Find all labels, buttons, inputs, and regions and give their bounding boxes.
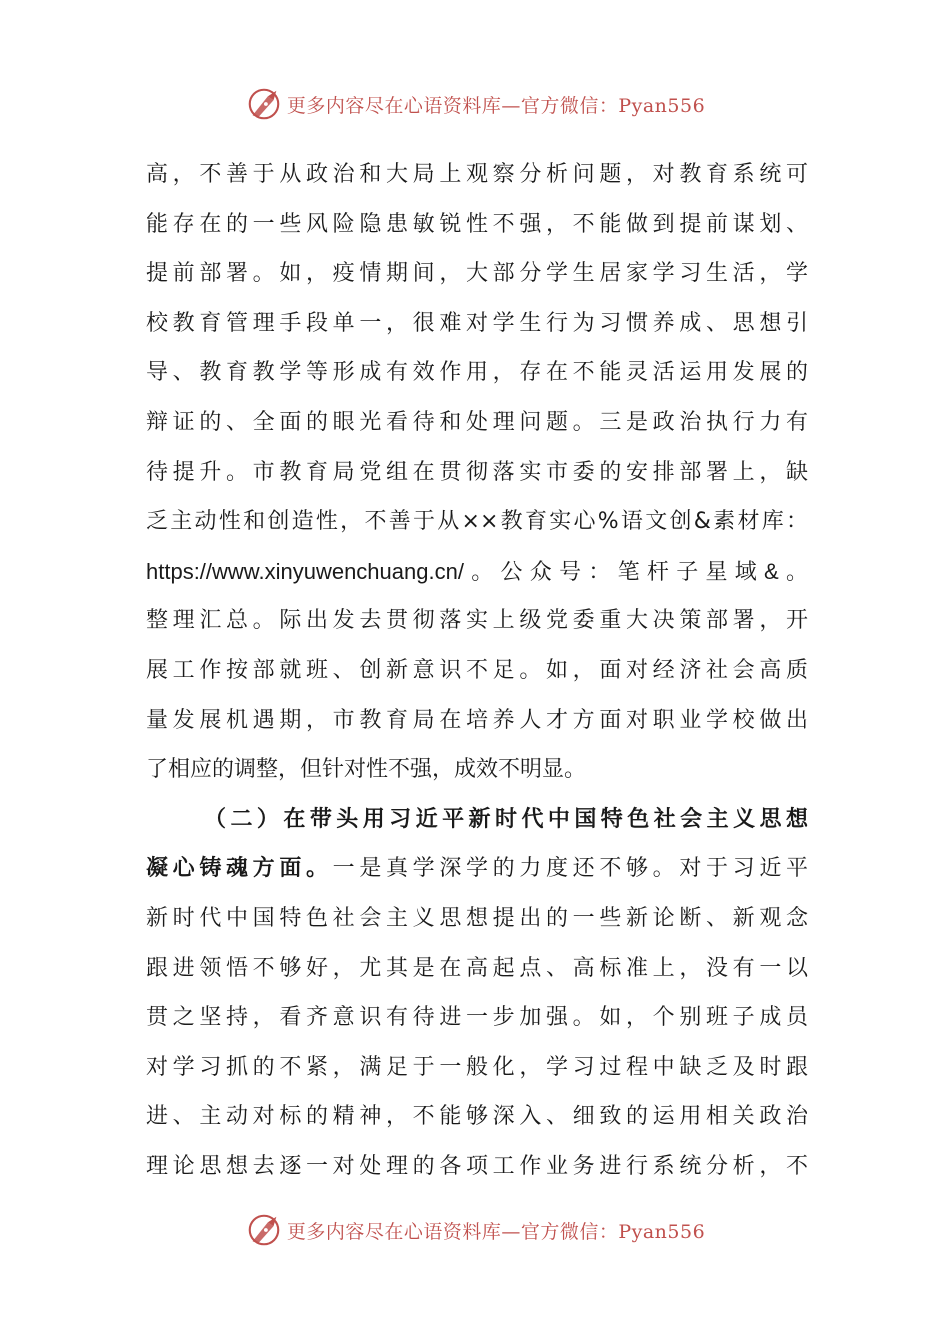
wechat-id: Pyan556 <box>618 1220 706 1243</box>
body-line: 能存在的一些风险隐患敏锐性不强，不能做到提前谋划、 <box>146 211 808 237</box>
body-line: 贯之坚持，看齐意识有待进一步加强。如，个别班子成员 <box>146 1005 808 1031</box>
body-line: 提前部署。如，疫情期间，大部分学生居家学习生活，学 <box>146 261 808 287</box>
header-watermark-banner <box>0 84 950 124</box>
body-line: 导、教育教学等形成有效作用，存在不能灵活运用发展的 <box>146 360 808 386</box>
watermark-text <box>287 91 705 118</box>
body-line: 辩证的、全面的眼光看待和处理问题。三是政治执行力有 <box>146 409 808 435</box>
body-line-url: https://www.xinyuwenchuang.cn/。公众号：笔杆子星域&。 <box>146 558 808 584</box>
footer-watermark-banner <box>0 1210 950 1250</box>
section-heading-continued <box>146 844 808 894</box>
body-line: 高，不善于从政治和大局上观察分析问题，对教育系统可 <box>146 162 808 187</box>
body-line: 跟进领悟不够好，尤其是在高起点、高标准上，没有一以 <box>146 955 808 981</box>
section-heading-tail: 凝心铸魂方面。 <box>146 856 333 882</box>
body-line: 新时代中国特色社会主义思想提出的一些新论断、新观念 <box>146 905 808 931</box>
body-line: 展工作按部就班、创新意识不足。如，面对经济社会高质 <box>146 657 808 683</box>
pen-nib-logo-icon <box>245 85 283 123</box>
watermark-text <box>287 1217 705 1244</box>
body-line: 量发展机遇期，市教育局在培养人才方面对职业学校做出 <box>146 707 808 733</box>
document-body <box>146 150 808 1191</box>
watermark-caption: 更多内容尽在心语资料库—官方微信： <box>286 94 619 117</box>
section-heading: （二）在带头用习近平新时代中国特色社会主义思想 <box>204 806 808 832</box>
watermark-caption: 更多内容尽在心语资料库—官方微信： <box>286 1220 619 1243</box>
wechat-id: Pyan556 <box>618 94 706 117</box>
body-line: 了相应的调整，但针对性不强，成效不明显。 <box>146 757 587 783</box>
body-line: 待提升。市教育局党组在贯彻落实市委的安排部署上，缺 <box>146 459 808 485</box>
body-line: 对学习抓的不紧，满足于一般化，学习过程中缺乏及时跟 <box>146 1054 808 1080</box>
body-text: 一是真学深学的力度还不够。对于习近平 <box>332 856 808 882</box>
body-line: 理论思想去逐一对处理的各项工作业务进行系统分析，不 <box>146 1153 808 1179</box>
body-line: 进、主动对标的精神，不能够深入、细致的运用相关政治 <box>146 1104 808 1130</box>
body-line: 乏主动性和创造性，不善于从××教育实心%语文创&素材库： <box>146 509 808 535</box>
body-line: 校教育管理手段单一，很难对学生行为习惯养成、思想引 <box>146 310 808 336</box>
pen-nib-logo-icon <box>245 1211 283 1249</box>
body-line: 整理汇总。际出发去贯彻落实上级党委重大决策部署，开 <box>146 608 808 634</box>
